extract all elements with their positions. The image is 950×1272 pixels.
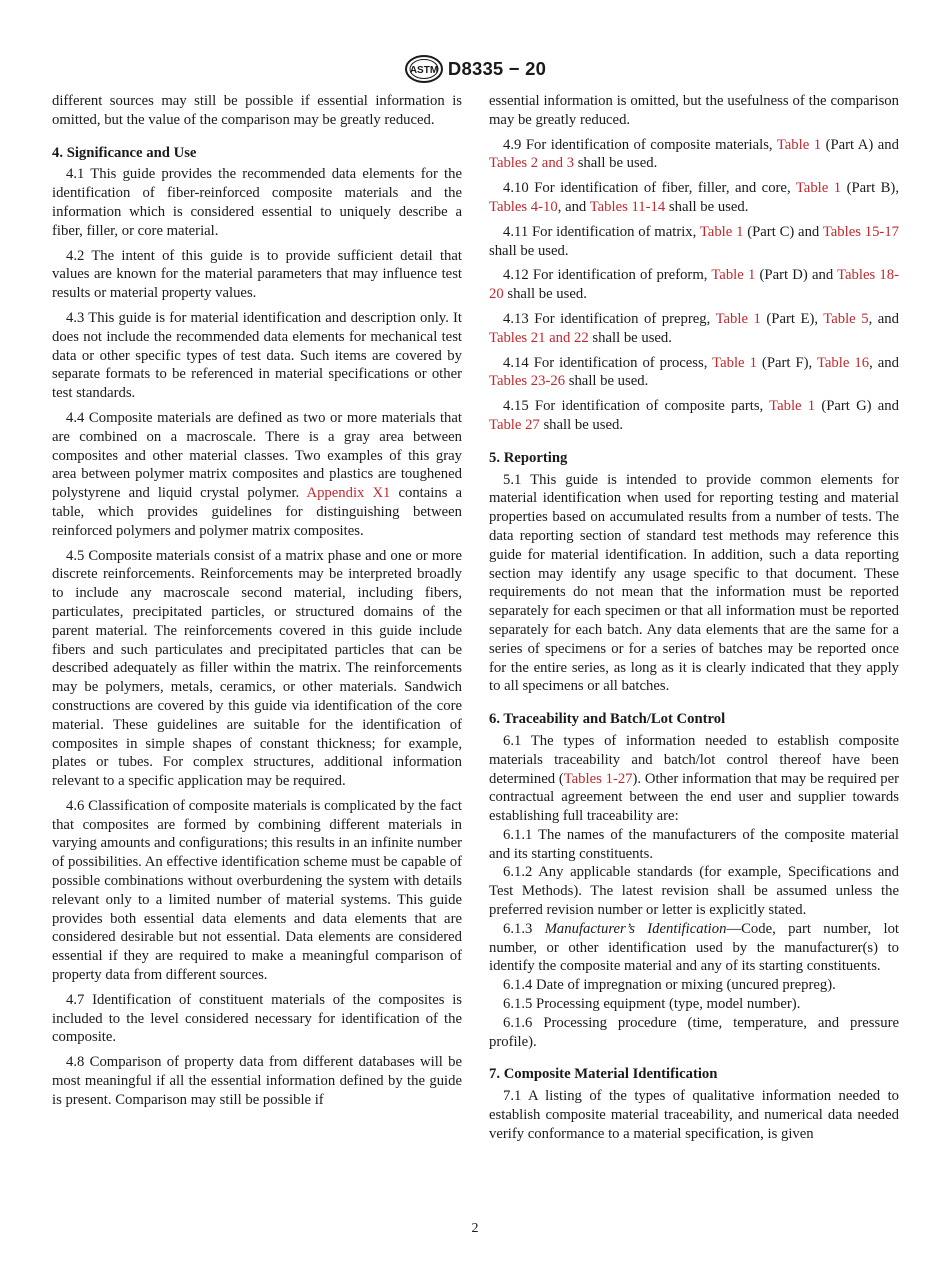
paragraph-5-1: 5.1 This guide is intended to provide common elements for material identification when used for reporting testing and material properties based on accumulated results from a number of tests. The data reporting section of standard test methods may reference this guide for material identification. In addition, such a data reporting section may identify any usage specific to that document. These requirements do not mean that the information must be reported separately for each specimen or that all information must be reported separately for each batch. Any data elements that are the same for a series of specimens or for a series of batches may be reported once for the entire series, as long as it is clearly indicated that they apply to all specimens or all batches. xyxy=(489,471,899,695)
table-link[interactable]: Table 1 xyxy=(776,136,822,153)
paragraph-4-2: 4.2 The intent of this guide is to provide sufficient detail that values are known for the material parameters that may influence test results or material property values. xyxy=(52,247,462,302)
paragraph-4-12: 4.12 For identification of preform, Table 1 (Part D) and Tables 18-20 shall be used. xyxy=(489,267,899,303)
paragraph-6-1-4: 6.1.4 Date of impregnation or mixing (uncured prepreg). xyxy=(503,977,836,994)
table-link[interactable]: Tables 23-26 xyxy=(489,373,566,390)
paragraph-4-7: 4.7 Identification of constituent materials of the composites is included to the level considered necessary for identification of the composite. xyxy=(52,991,462,1046)
table-link[interactable]: Table 16 xyxy=(816,354,870,371)
table-link[interactable]: Tables 21 and 22 xyxy=(489,329,589,346)
page-number: 2 xyxy=(471,1221,479,1236)
table-link[interactable]: Table 27 xyxy=(489,416,540,433)
paragraph-4-1: 4.1 This guide provides the recommended data elements for the identification of fiber-reinforced composite materials and the information which is considered essential to uniquely describe a fiber, filler, or core material. xyxy=(52,166,462,239)
page-header xyxy=(0,54,950,89)
section-heading-6: 6. Traceability and Batch/Lot Control xyxy=(489,711,726,728)
svg-text:ASTM: ASTM xyxy=(409,65,439,76)
paragraph-6-1-6: 6.1.6 Processing procedure (time, temperature, and pressure profile). xyxy=(489,1014,899,1050)
table-link[interactable]: Tables 1-27 xyxy=(563,770,633,787)
paragraph-6-1-2: 6.1.2 Any applicable standards (for example, Specifications and Test Methods). The latest revision shall be assumed unless the preferred revision number or letter is explicitly stated. xyxy=(489,864,899,919)
section-heading-5: 5. Reporting xyxy=(489,449,568,466)
paragraph-4-6: 4.6 Classification of composite materials is complicated by the fact that composites are formed by combining different materials in varying amounts and configurations; this results in an infinite number of possibilities. An effective identification scheme must be capable of possible combinations without overburdening the system with details relevant only to a limited number of material systems. This guide provides both essential data elements and data elements that are considered desirable but not essential. Data elements are considered essential if they are required to make a meaningful comparison of property data from different sources. xyxy=(52,797,462,984)
paragraph-4-4: 4.4 Composite materials are defined as two or more materials that are combined on a macroscale. There is a gray area between composites and other material classes. Two examples of this gray area between polymer matrix composites and plastics are toughened polystyrene and liquid crystal polymer. Appendix X1 contains a table, which provides guidelines for distinguishing between reinforced polymers and polymer matrix composites. xyxy=(52,409,462,539)
paragraph-6-1-5: 6.1.5 Processing equipment (type, model number). xyxy=(503,996,801,1013)
paragraph-4-13: 4.13 For identification of prepreg, Table 1 (Part E), Table 5, and Tables 21 and 22 shall be used. xyxy=(489,310,899,346)
paragraph-4-9: 4.9 For identification of composite materials, Table 1 (Part A) and Tables 2 and 3 shall be used. xyxy=(489,136,899,172)
table-link[interactable]: Tables 2 and 3 xyxy=(489,155,575,172)
table-link[interactable]: Tables 4-10 xyxy=(489,198,558,215)
paragraph-7-1: 7.1 A listing of the types of qualitative information needed to establish composite material traceability, and numerical data needed verify conformance to a material specification, is given xyxy=(489,1088,899,1142)
paragraph-6-1-1: 6.1.1 The names of the manufacturers of the composite material and its starting constituents. xyxy=(489,826,899,862)
section-heading-7: 7. Composite Material Identification xyxy=(489,1066,718,1083)
table-link[interactable]: Tables 18-20 xyxy=(489,267,899,303)
appendix-link[interactable]: Appendix X1 xyxy=(306,485,391,502)
paragraph-4-15: 4.15 For identification of composite parts, Table 1 (Part G) and Table 27 shall be used. xyxy=(489,398,899,433)
table-link[interactable]: Table 1 xyxy=(699,223,744,240)
table-link[interactable]: Table 1 xyxy=(795,180,842,197)
document-number: D8335 − 20 xyxy=(447,58,547,79)
left-column xyxy=(52,92,462,1116)
paragraph-4-5: 4.5 Composite materials consist of a matrix phase and one or more discrete reinforcements. Reinforcements may be interpreted broadly to include any macroscale second material, including fibers, particulates, precipitated particles, or structured domains of the parent material. The reinforcements covered in this guide include fibers and such particulates and precipitated particles that can be described adequately as filler within the matrix. The reinforcements may be polymers, metals, ceramics, or other materials. Sandwich constructions are covered by this guide via identification of the core material. These guidelines are suitable for the identification of composites in simple shapes of constant thickness; for example, plates or tubes. For complex structures, additional information relevant to a specific application may be required. xyxy=(52,547,462,790)
table-link[interactable]: Table 1 xyxy=(712,354,757,371)
paragraph-4-3: 4.3 This guide is for material identification and description only. It does not include the recommended data elements for mechanical test data or other specific types of test data. Such items are covered by separate formats to be referenced in material specifications or other test standards. xyxy=(52,309,462,402)
astm-logo xyxy=(404,54,444,84)
table-link[interactable]: Table 1 xyxy=(769,398,816,415)
section-heading-4: 4. Significance and Use xyxy=(52,144,197,161)
table-link[interactable]: Table 1 xyxy=(711,267,756,284)
paragraph-4-14: 4.14 For identification of process, Table 1 (Part F), Table 16, and Tables 23-26 shall be used. xyxy=(489,354,899,390)
paragraph-6-1-3: 6.1.3 Manufacturer’s Identification—Code, part number, lot number, or other identification used by the manufacturer(s) to identify the composite material and any of its starting constituents. xyxy=(489,920,900,975)
paragraph-6-1: 6.1 The types of information needed to establish composite materials traceability and batch/lot control thereof have been determined (Tables 1-27). Other information that may be required per contractual agreement between the end user and supplier towards establishing full traceability are: xyxy=(489,732,900,825)
paragraph-4-8: 4.8 Comparison of property data from different databases will be most meaningful if all the essential information defined by the guide is present. Comparison may still be possible if xyxy=(52,1054,462,1108)
continued-paragraph: essential information is omitted, but the usefulness of the comparison may be greatly reduced. xyxy=(489,93,899,128)
paragraph-4-10: 4.10 For identification of fiber, filler, and core, Table 1 (Part B), Tables 4-10, and Tables 11-14 shall be used. xyxy=(489,180,899,215)
table-link[interactable]: Table 1 xyxy=(715,310,761,327)
right-column xyxy=(489,92,899,1150)
table-link[interactable]: Tables 15-17 xyxy=(822,223,900,240)
table-link[interactable]: Tables 11-14 xyxy=(589,198,666,215)
table-link[interactable]: Table 5 xyxy=(823,310,869,327)
paragraph-4-11: 4.11 For identification of matrix, Table 1 (Part C) and Tables 15-17 shall be used. xyxy=(489,223,900,259)
continued-paragraph: different sources may still be possible if essential information is omitted, but the value of the comparison may be greatly reduced. xyxy=(52,93,462,128)
